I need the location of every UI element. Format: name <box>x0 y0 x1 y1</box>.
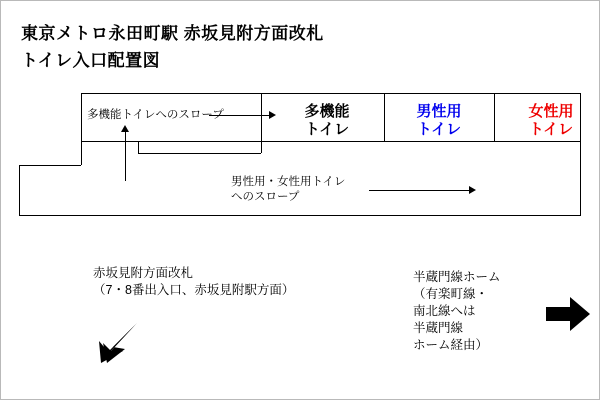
corridor-left-end <box>19 165 20 215</box>
page-title-line1: 東京メトロ永田町駅 赤坂見附方面改札 <box>21 24 324 43</box>
room-label-womens-line1: 女性用 <box>528 103 574 120</box>
note-slope-mens-womens-line2: へのスロープ <box>231 191 300 203</box>
wall-left-upper <box>81 93 82 141</box>
toilet-layout-diagram <box>19 93 581 223</box>
caption-ticket-gate-line2: （7・8番出入口、赤坂見附駅方面） <box>93 283 295 297</box>
arrow-southwest-icon <box>93 323 137 363</box>
caption-ticket-gate-line1: 赤坂見附方面改札 <box>93 266 194 280</box>
arrow-line-mw <box>369 190 469 191</box>
room-label-womens-line2: トイレ <box>528 121 574 138</box>
caption-hanzomon-platform-line5: ホーム経由） <box>413 338 489 352</box>
arrow-head-up-icon <box>121 125 129 132</box>
slope-multi-stub <box>138 141 139 153</box>
corridor-top-left <box>19 165 81 166</box>
caption-hanzomon-platform <box>413 269 501 354</box>
caption-ticket-gate <box>93 265 294 299</box>
note-slope-mens-womens-line1: 男性用・女性用トイレ <box>231 176 346 188</box>
room-label-womens <box>506 103 596 139</box>
page-title-line2: トイレ入口配置図 <box>21 51 161 70</box>
arrow-east-icon <box>546 297 590 331</box>
partition-mens-womens <box>384 93 385 141</box>
room-label-multipurpose-line1: 多機能 <box>304 103 350 120</box>
partition-multi-mens <box>261 93 262 141</box>
arrow-head-multi-icon <box>269 111 276 119</box>
note-slope-mens-womens <box>231 175 345 205</box>
wall-multi-bottom <box>81 141 261 142</box>
room-label-mens-line2: トイレ <box>416 121 462 138</box>
corridor-right-end <box>580 141 581 215</box>
caption-hanzomon-platform-line1: 半蔵門線ホーム <box>413 270 501 284</box>
caption-hanzomon-platform-line3: 南北線へは <box>413 304 476 318</box>
note-slope-multipurpose: 多機能トイレへのスロープ <box>87 109 224 121</box>
room-label-multipurpose-line2: トイレ <box>304 121 350 138</box>
slope-multi-edge <box>138 153 261 154</box>
wall-mw-bottom <box>261 141 581 142</box>
room-label-multipurpose <box>277 103 377 139</box>
room-label-mens <box>394 103 484 139</box>
corridor-step-left <box>81 141 82 165</box>
caption-hanzomon-platform-line2: （有楽町線・ <box>413 287 489 301</box>
arrow-line-up <box>125 131 126 181</box>
partition-womens <box>494 93 495 141</box>
arrow-head-mw-icon <box>469 186 476 194</box>
caption-hanzomon-platform-line4: 半蔵門線 <box>413 321 464 335</box>
room-label-mens-line1: 男性用 <box>416 103 462 120</box>
wall-top <box>81 93 581 94</box>
slope-mw-stub <box>261 141 262 153</box>
corridor-bottom <box>19 215 581 216</box>
